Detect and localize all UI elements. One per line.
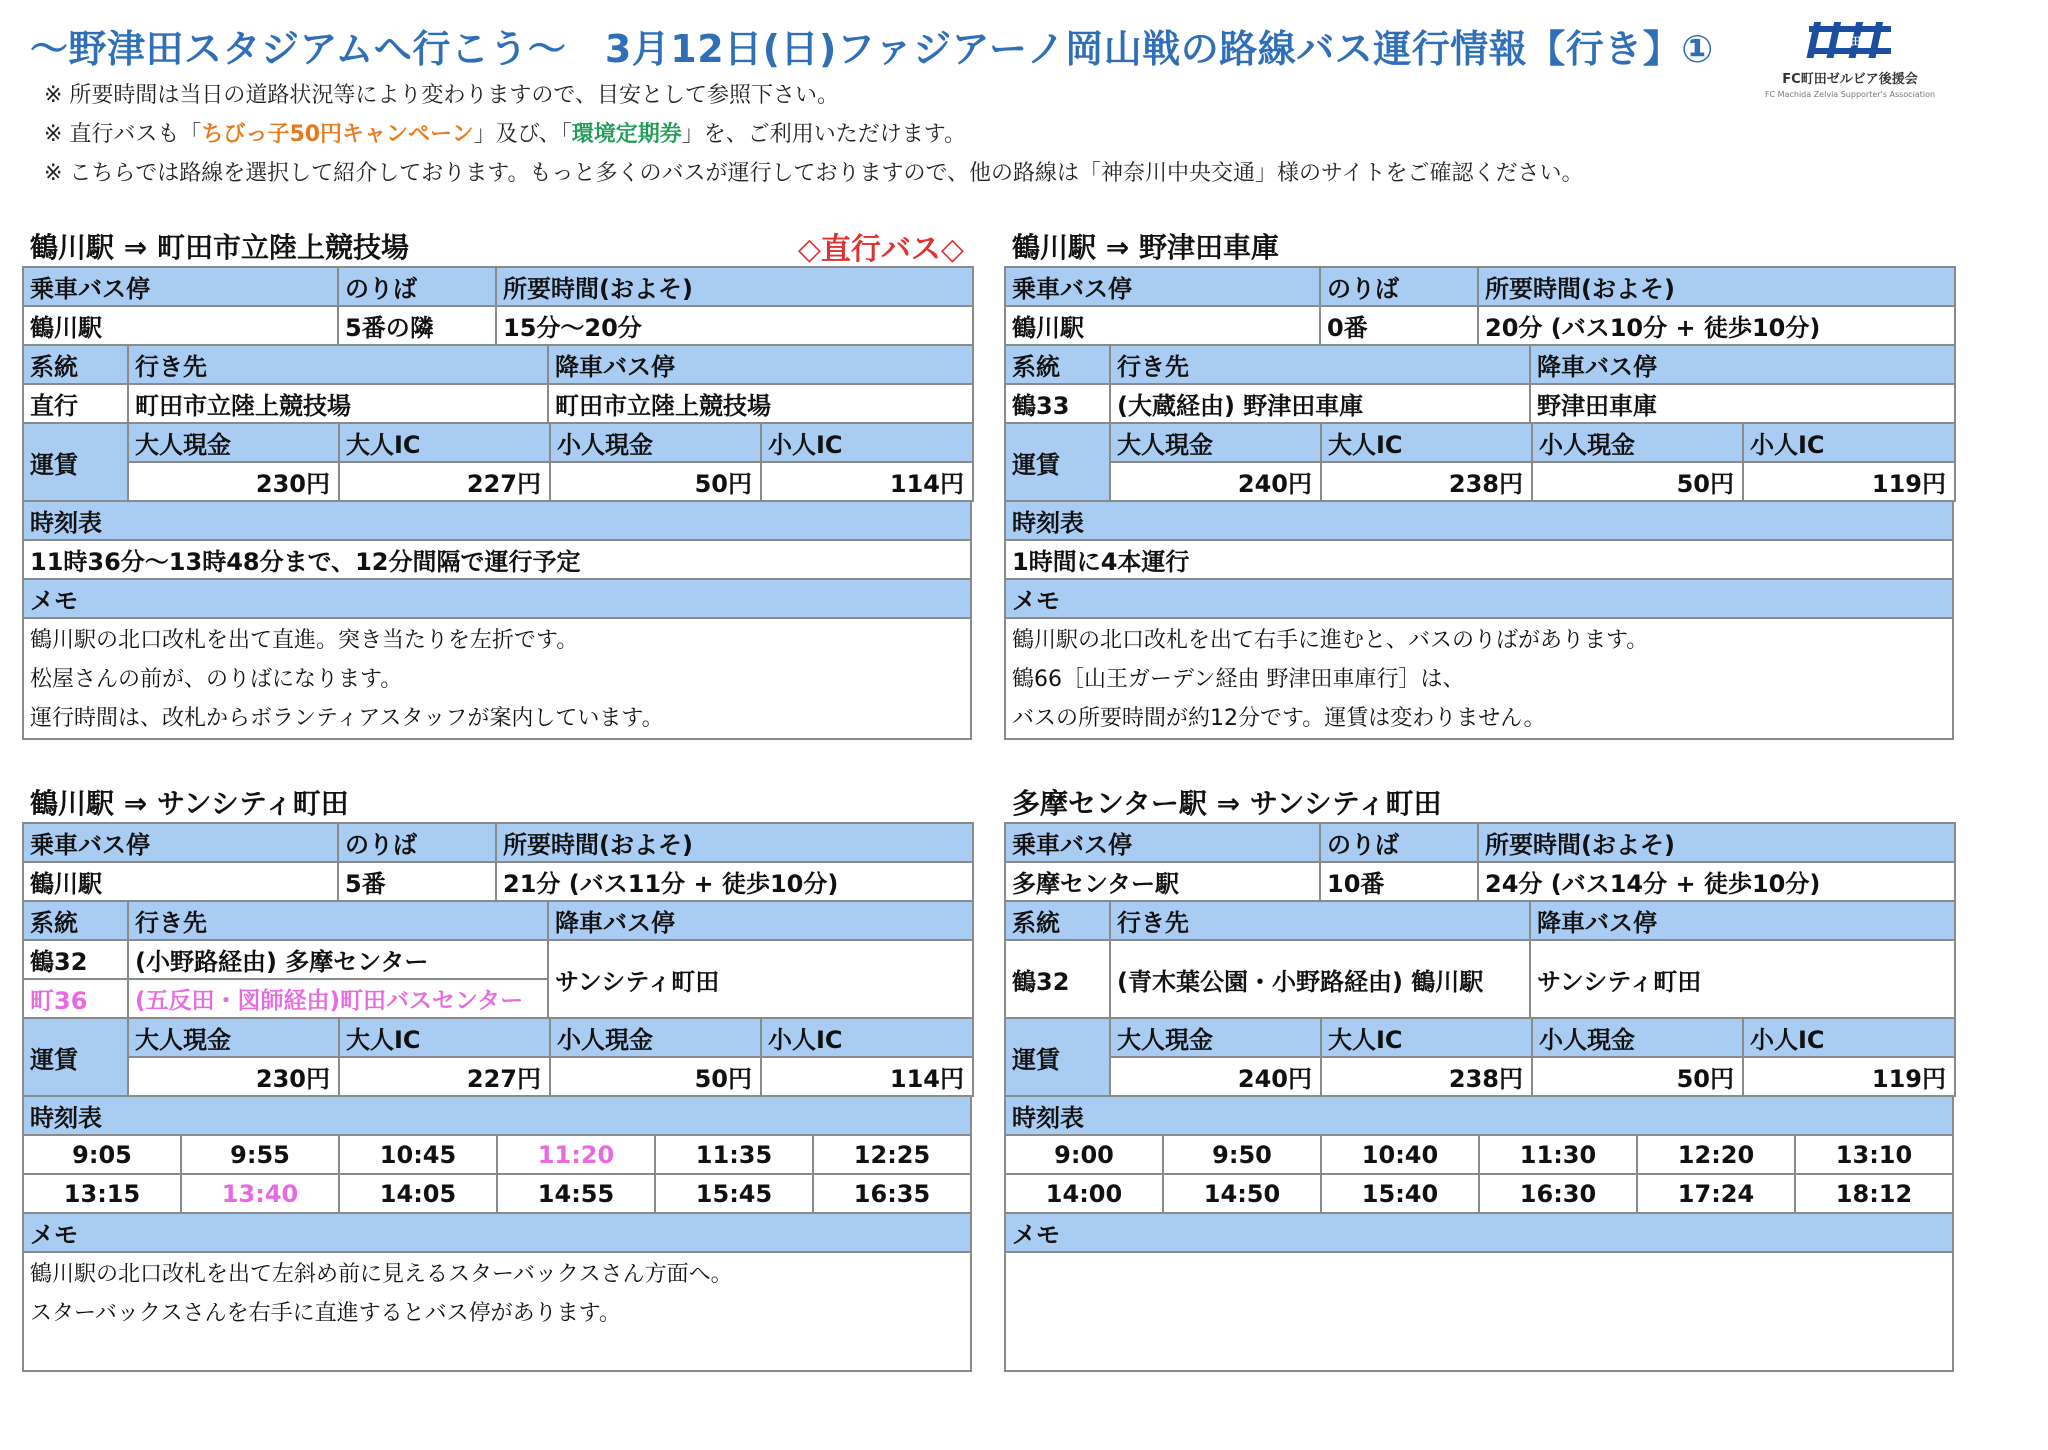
memo-line: 鶴川駅の北口改札を出て直進。突き当たりを左折です。 (30, 628, 579, 653)
label-stop: 乗車バス停 (1005, 823, 1320, 862)
label-stop: 乗車バス停 (23, 823, 338, 862)
child-ic-value: 119円 (1743, 462, 1955, 501)
adult-cash-value: 230円 (128, 1057, 339, 1096)
label-memo: メモ (1005, 579, 1953, 618)
departure-time: 14:00 (1005, 1174, 1163, 1213)
memo-box (1005, 1252, 1953, 1371)
notes (44, 76, 1583, 193)
alight-value: サンシティ町田 (1530, 940, 1955, 1018)
label-child-cash: 小人現金 (1532, 1018, 1743, 1057)
logo-mark-text: 町田 (1839, 36, 1861, 48)
route-value: 直行 (23, 384, 128, 423)
memo-line: 運行時間は、改札からボランティアスタッフが案内しています。 (30, 706, 664, 731)
label-timetable: 時刻表 (1005, 501, 1953, 540)
campaign-highlight: ちびっ子50円キャンペーン (201, 122, 474, 147)
departure-time: 12:20 (1637, 1135, 1795, 1174)
time-value: 15分〜20分 (496, 306, 973, 345)
route-table (1004, 822, 1956, 902)
memo-line: 鶴川駅の北口改札を出て左斜め前に見えるスターバックスさん方面へ。 (30, 1262, 733, 1287)
label-adult-cash: 大人現金 (128, 423, 339, 462)
label-platform: のりば (338, 267, 496, 306)
departure-time: 12:25 (813, 1135, 971, 1174)
alight-value: 野津田車庫 (1530, 384, 1955, 423)
child-ic-value: 114円 (761, 1057, 973, 1096)
route-value: 鶴32 (23, 940, 128, 979)
stop-value: 鶴川駅 (23, 306, 338, 345)
label-fare: 運賃 (23, 423, 128, 501)
child-ic-value: 114円 (761, 462, 973, 501)
label-stop: 乗車バス停 (23, 267, 338, 306)
label-platform: のりば (1320, 267, 1478, 306)
panel-title: 鶴川駅 ⇒ 野津田車庫 (1012, 231, 1279, 264)
departure-time: 15:45 (655, 1174, 813, 1213)
dest-value: 町田市立陸上競技場 (128, 384, 548, 423)
departure-time: 11:35 (655, 1135, 813, 1174)
departure-time: 11:30 (1479, 1135, 1637, 1174)
timetable-table (22, 500, 972, 740)
memo-line: スターバックスさんを右手に直進するとバス停があります。 (30, 1301, 621, 1326)
label-child-ic: 小人IC (1743, 423, 1955, 462)
departure-time: 9:00 (1005, 1135, 1163, 1174)
memo-box (23, 618, 971, 739)
alight-value: 町田市立陸上競技場 (548, 384, 973, 423)
departure-time: 16:30 (1479, 1174, 1637, 1213)
label-adult-cash: 大人現金 (128, 1018, 339, 1057)
stop-value: 多摩センター駅 (1005, 862, 1320, 901)
departure-time: 10:40 (1321, 1135, 1479, 1174)
adult-cash-value: 240円 (1110, 1057, 1321, 1096)
departure-time: 13:15 (23, 1174, 181, 1213)
label-timetable: 時刻表 (23, 501, 971, 540)
label-route: 系統 (1005, 901, 1110, 940)
label-time: 所要時間(およそ) (1478, 823, 1955, 862)
route-dest-table (22, 344, 974, 424)
memo-line: 鶴川駅の北口改札を出て右手に進むと、バスのりばがあります。 (1012, 628, 1649, 653)
label-time: 所要時間(およそ) (496, 267, 973, 306)
departure-time: 9:50 (1163, 1135, 1321, 1174)
route-panel-tsurukawa-stadium (22, 222, 972, 740)
departure-time: 13:10 (1795, 1135, 1953, 1174)
label-time: 所要時間(およそ) (1478, 267, 1955, 306)
label-child-cash: 小人現金 (550, 423, 761, 462)
label-alight: 降車バス停 (1530, 901, 1955, 940)
route-panel-tsurukawa-suncity (22, 778, 972, 1372)
departure-time: 15:40 (1321, 1174, 1479, 1213)
memo-line: 鶴66［山王ガーデン経由 野津田車庫行］は、 (1012, 667, 1465, 692)
dest-value: (大蔵経由) 野津田車庫 (1110, 384, 1530, 423)
child-cash-value: 50円 (1532, 462, 1743, 501)
machida-logo-icon (1805, 18, 1895, 62)
memo-line: 松屋さんの前が、のりばになります。 (30, 667, 403, 692)
route-table (1004, 266, 1956, 346)
label-dest: 行き先 (1110, 901, 1530, 940)
label-stop: 乗車バス停 (1005, 267, 1320, 306)
label-dest: 行き先 (128, 901, 548, 940)
route-table (22, 822, 974, 902)
time-value: 21分 (バス11分 + 徒歩10分) (496, 862, 973, 901)
memo-box (23, 1252, 971, 1371)
fare-table (22, 1017, 974, 1097)
logo-subtext: FC Machida Zelvia Supporter's Association (1764, 90, 1936, 99)
label-child-ic: 小人IC (761, 423, 973, 462)
departure-time: 18:12 (1795, 1174, 1953, 1213)
fare-table (22, 422, 974, 502)
adult-cash-value: 230円 (128, 462, 339, 501)
note-campaign-pre: ※ 直行バスも「 (44, 122, 202, 147)
label-route: 系統 (23, 901, 128, 940)
child-cash-value: 50円 (550, 462, 761, 501)
direct-bus-tag: ◇直行バス◇ (797, 232, 964, 267)
panel-title: 鶴川駅 ⇒ サンシティ町田 (30, 787, 349, 820)
dest-value: (小野路経由) 多摩センター (128, 940, 548, 979)
stop-value: 鶴川駅 (1005, 306, 1320, 345)
platform-value: 5番 (338, 862, 496, 901)
label-child-cash: 小人現金 (1532, 423, 1743, 462)
label-adult-cash: 大人現金 (1110, 1018, 1321, 1057)
label-platform: のりば (1320, 823, 1478, 862)
label-child-ic: 小人IC (1743, 1018, 1955, 1057)
route-table (22, 266, 974, 346)
child-cash-value: 50円 (550, 1057, 761, 1096)
departure-time: 9:05 (23, 1135, 181, 1174)
label-alight: 降車バス停 (548, 901, 973, 940)
label-child-ic: 小人IC (761, 1018, 973, 1057)
memo-box (1005, 618, 1953, 739)
label-fare: 運賃 (23, 1018, 128, 1096)
supporter-logo (1740, 18, 1960, 128)
route-dest-table (1004, 344, 1956, 424)
child-cash-value: 50円 (1532, 1057, 1743, 1096)
timetable-table (22, 1095, 972, 1372)
note-travel-time: ※ 所要時間は当日の道路状況等により変わりますので、目安として参照下さい。 (44, 83, 839, 108)
route-panel-tama-suncity (1004, 778, 1954, 1372)
route-value: 鶴32 (1005, 940, 1110, 1018)
timetable-table (1004, 500, 1954, 740)
platform-value: 0番 (1320, 306, 1478, 345)
departure-time: 17:24 (1637, 1174, 1795, 1213)
departure-time: 14:55 (497, 1174, 655, 1213)
label-adult-ic: 大人IC (339, 1018, 550, 1057)
memo-line: バスの所要時間が約12分です。運賃は変わりません。 (1012, 706, 1546, 731)
departure-time: 14:05 (339, 1174, 497, 1213)
label-alight: 降車バス停 (548, 345, 973, 384)
label-alight: 降車バス停 (1530, 345, 1955, 384)
label-child-cash: 小人現金 (550, 1018, 761, 1057)
timetable-value: 11時36分〜13時48分まで、12分間隔で運行予定 (23, 540, 971, 579)
label-adult-cash: 大人現金 (1110, 423, 1321, 462)
platform-value: 5番の隣 (338, 306, 496, 345)
page-title: 〜野津田スタジアムへ行こう〜 3月12日(日)ファジアーノ岡山戦の路線バス運行情報【行き】① (30, 27, 1714, 71)
note-campaign-mid: 」及び、「 (473, 122, 572, 147)
route-panel-tsurukawa-nozuta (1004, 222, 1954, 740)
child-ic-value: 119円 (1743, 1057, 1955, 1096)
stop-value: 鶴川駅 (23, 862, 338, 901)
logo-text: FC町田ゼルビア後援会 (1782, 72, 1918, 87)
label-time: 所要時間(およそ) (496, 823, 973, 862)
label-adult-ic: 大人IC (1321, 423, 1532, 462)
timetable-table (1004, 1095, 1954, 1372)
label-adult-ic: 大人IC (339, 423, 550, 462)
note-campaign (44, 115, 1583, 154)
departure-time: 16:35 (813, 1174, 971, 1213)
departure-time: 9:55 (181, 1135, 339, 1174)
fare-table (1004, 422, 1956, 502)
label-timetable: 時刻表 (1005, 1096, 1953, 1135)
pass-highlight: 環境定期券 (571, 122, 682, 147)
departure-time: 10:45 (339, 1135, 497, 1174)
label-memo: メモ (1005, 1213, 1953, 1252)
dest-value: (青木葉公園・小野路経由) 鶴川駅 (1110, 940, 1530, 1018)
departure-time-alt: 11:20 (497, 1135, 655, 1174)
note-campaign-post: 」を、ご利用いただけます。 (681, 122, 967, 147)
adult-ic-value: 238円 (1321, 462, 1532, 501)
dest-value-alt: (五反田・図師経由)町田バスセンター (128, 979, 548, 1018)
label-route: 系統 (23, 345, 128, 384)
label-dest: 行き先 (1110, 345, 1530, 384)
label-fare: 運賃 (1005, 1018, 1110, 1096)
label-timetable: 時刻表 (23, 1096, 971, 1135)
timetable-value: 1時間に4本運行 (1005, 540, 1953, 579)
panel-title: 鶴川駅 ⇒ 町田市立陸上競技場 (30, 231, 409, 264)
time-value: 20分 (バス10分 + 徒歩10分) (1478, 306, 1955, 345)
label-platform: のりば (338, 823, 496, 862)
label-fare: 運賃 (1005, 423, 1110, 501)
panel-title: 多摩センター駅 ⇒ サンシティ町田 (1012, 787, 1442, 820)
fare-table (1004, 1017, 1956, 1097)
adult-ic-value: 227円 (339, 1057, 550, 1096)
adult-ic-value: 238円 (1321, 1057, 1532, 1096)
route-dest-table (1004, 900, 1956, 1019)
route-value-alt: 町36 (23, 979, 128, 1018)
route-dest-table (22, 900, 974, 1019)
route-value: 鶴33 (1005, 384, 1110, 423)
label-dest: 行き先 (128, 345, 548, 384)
departure-time: 14:50 (1163, 1174, 1321, 1213)
label-memo: メモ (23, 1213, 971, 1252)
alight-value: サンシティ町田 (548, 940, 973, 1018)
label-route: 系統 (1005, 345, 1110, 384)
time-value: 24分 (バス14分 + 徒歩10分) (1478, 862, 1955, 901)
departure-time-alt: 13:40 (181, 1174, 339, 1213)
platform-value: 10番 (1320, 862, 1478, 901)
adult-ic-value: 227円 (339, 462, 550, 501)
note-other-routes: ※ こちらでは路線を選択して紹介しております。もっと多くのバスが運行しておりますので、他の路線は「神奈川中央交通」様のサイトをご確認ください。 (44, 161, 1584, 186)
label-adult-ic: 大人IC (1321, 1018, 1532, 1057)
label-memo: メモ (23, 579, 971, 618)
adult-cash-value: 240円 (1110, 462, 1321, 501)
